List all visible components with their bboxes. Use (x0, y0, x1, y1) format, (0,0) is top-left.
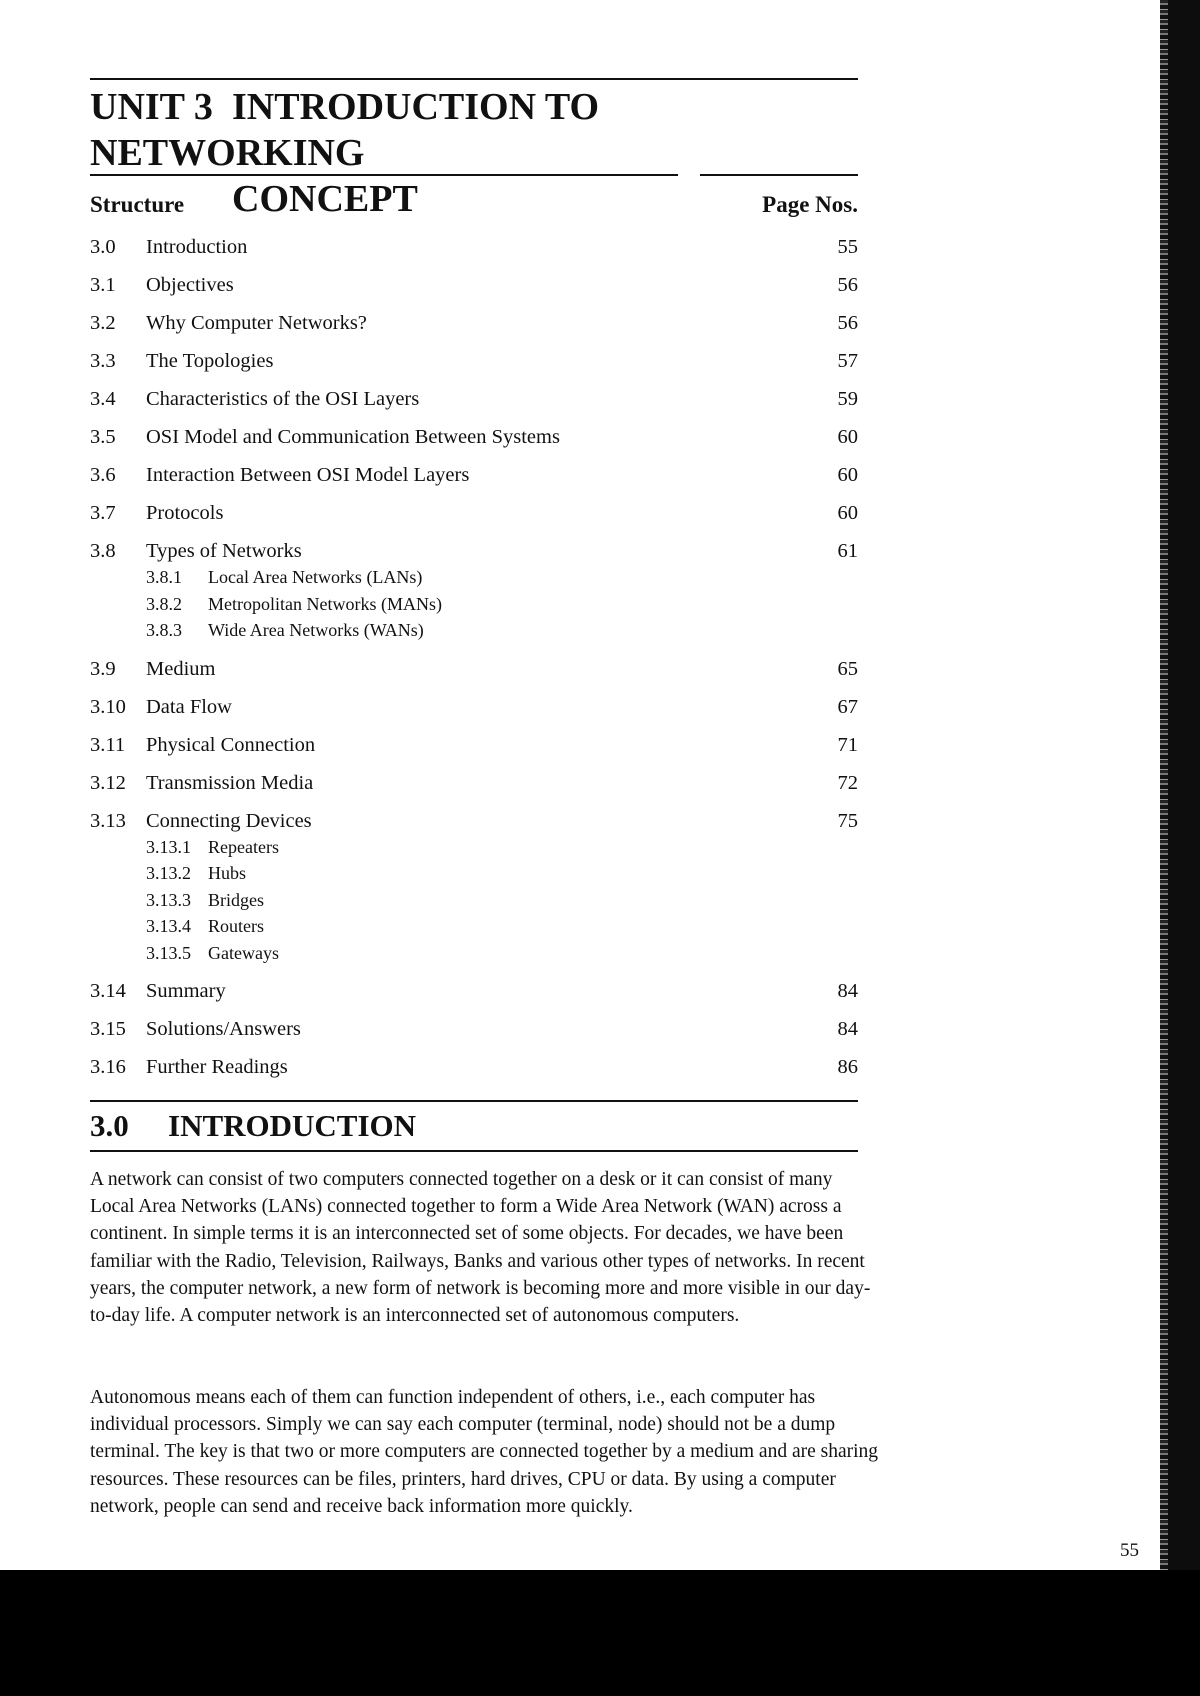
toc-subentry-title: Local Area Networks (LANs) (208, 567, 423, 587)
toc-subentry (146, 591, 858, 618)
toc-title: Why Computer Networks? (146, 312, 367, 334)
page-nos-label: Page Nos. (762, 192, 858, 217)
toc-subentry-title: Routers (208, 916, 264, 936)
toc-number: 3.13 (90, 809, 126, 832)
toc-entry (90, 386, 858, 412)
toc-title: Further Readings (146, 1056, 288, 1078)
structure-label: Structure (90, 192, 185, 217)
toc-page-number: 60 (837, 502, 858, 524)
toc-number: 3.1 (90, 274, 116, 296)
toc-entry-main (90, 1016, 858, 1042)
toc-subentry-number: 3.13.2 (146, 863, 191, 883)
toc-number: 3.12 (90, 771, 126, 794)
toc-entry (90, 978, 858, 1004)
toc-subentry-title: Metropolitan Networks (MANs) (208, 593, 442, 614)
toc-page-number: 65 (837, 657, 858, 680)
toc-entry (90, 462, 858, 488)
toc-entry (90, 1054, 858, 1080)
toc-entry (90, 348, 858, 374)
section-number: 3.0 (90, 1108, 129, 1143)
title-rule-right (700, 174, 858, 176)
toc-title: Objectives (146, 274, 234, 296)
top-rule (90, 78, 858, 80)
toc-subentry (146, 887, 858, 914)
toc-entry (90, 770, 858, 796)
toc-number: 3.15 (90, 1018, 126, 1040)
toc-subentry-number: 3.13.3 (146, 889, 191, 910)
intro-paragraph-2: Autonomous means each of them can function independent of others, i.e., each computer has individual processors. Simply we can say each computer (terminal, node) should not be a dump terminal. The key is that two or more computers are connected together by a medium and are sharing resources. These resources can be files, printers, hard drives, CPU or data. By using a computer network, people can send and receive back information more quickly. (90, 1387, 879, 1517)
section-rule-top (90, 1100, 858, 1102)
toc-number: 3.6 (90, 464, 116, 486)
toc-title: The Topologies (146, 350, 274, 372)
toc-subentry (146, 913, 858, 940)
toc-title: OSI Model and Communication Between Systems (146, 426, 560, 448)
toc-page-number: 55 (837, 236, 858, 258)
toc-subentry (146, 834, 858, 861)
toc-subentry-number: 3.13.4 (146, 916, 191, 936)
toc-number: 3.7 (90, 502, 116, 524)
toc-title: Interaction Between OSI Model Layers (146, 464, 470, 486)
toc-number: 3.11 (90, 733, 126, 756)
toc-subentries (90, 834, 858, 967)
toc-entry (90, 808, 858, 967)
toc-subentries (90, 564, 858, 644)
toc-number: 3.8 (90, 540, 116, 562)
toc-entry-main (90, 656, 858, 682)
scan-bottom-band (0, 1570, 1200, 1696)
intro-paragraph-1: A network can consist of two computers connected together on a desk or it can consist of many Local Area Networks (LANs) connected together to form a Wide Area Network (WAN) across a continent. In simple terms it is an interconnected set of some objects. For decades, we have been familiar with the Radio, Television, Railways, Banks and various other types of networks. In recent years, the computer network, a new form of network is becoming more and more visible in our day-to-day life. A computer network is an interconnected set of autonomous computers. (90, 1169, 871, 1327)
toc-entry-main (90, 694, 858, 720)
toc-entry-main (90, 1054, 858, 1080)
toc-page-number: 57 (837, 350, 858, 372)
toc-subentry-number: 3.8.1 (146, 567, 182, 587)
toc-page-number: 84 (837, 1018, 858, 1040)
toc-subentry-title: Bridges (208, 889, 264, 910)
toc-subentry-title: Wide Area Networks (WANs) (208, 620, 424, 640)
toc-entry-main (90, 770, 858, 796)
toc-entry-main (90, 234, 858, 260)
toc-title: Data Flow (146, 695, 232, 718)
toc-subentry-number: 3.8.2 (146, 593, 182, 614)
section-rule-bottom (90, 1150, 858, 1152)
toc-number: 3.4 (90, 388, 116, 410)
toc-page-number: 84 (837, 980, 858, 1002)
toc-entry-main (90, 272, 858, 298)
page-number: 55 (1120, 1540, 1139, 1561)
toc-title: Medium (146, 657, 216, 680)
section-heading: INTRODUCTION (168, 1108, 417, 1143)
toc-page-number: 61 (837, 540, 858, 562)
toc-number: 3.2 (90, 312, 116, 334)
toc-page-number: 60 (837, 464, 858, 486)
toc-page-number: 72 (837, 771, 858, 794)
toc-subentry (146, 564, 858, 591)
toc-entry (90, 424, 858, 450)
toc-page-number: 67 (837, 695, 858, 718)
unit-number: UNIT 3 (90, 86, 213, 128)
section-title (90, 1106, 858, 1146)
toc-entry-main (90, 386, 858, 412)
toc-page-number: 86 (837, 1056, 858, 1078)
toc-entry-main (90, 500, 858, 526)
unit-title-line2: CONCEPT (232, 178, 418, 220)
toc-number: 3.3 (90, 350, 116, 372)
toc-entry-main (90, 348, 858, 374)
toc-entry (90, 500, 858, 526)
toc-entry (90, 538, 858, 644)
toc-title: Solutions/Answers (146, 1018, 301, 1040)
toc-page-number: 60 (837, 426, 858, 448)
toc-page-number: 59 (837, 388, 858, 410)
toc-subentry-title: Gateways (208, 942, 279, 963)
unit-title-line1: INTRODUCTION TO NETWORKING (90, 86, 600, 174)
toc-subentry-number: 3.13.5 (146, 942, 191, 963)
scan-edge (1168, 0, 1200, 1570)
toc-subentry (146, 860, 858, 887)
toc-entry (90, 234, 858, 260)
title-rule-left (90, 174, 678, 176)
toc-page-number: 56 (837, 274, 858, 296)
toc-entry-main (90, 978, 858, 1004)
toc-entry (90, 656, 858, 682)
table-of-contents (90, 234, 858, 1092)
toc-number: 3.5 (90, 426, 116, 448)
toc-entry-main (90, 538, 858, 564)
toc-entry-main (90, 732, 858, 758)
toc-subentry-number: 3.8.3 (146, 620, 182, 640)
toc-entry (90, 694, 858, 720)
toc-title: Types of Networks (146, 540, 302, 562)
toc-subentry (146, 940, 858, 967)
toc-number: 3.10 (90, 695, 126, 718)
toc-entry-main (90, 424, 858, 450)
toc-title: Physical Connection (146, 733, 316, 756)
toc-entry (90, 1016, 858, 1042)
toc-number: 3.14 (90, 980, 126, 1002)
toc-entry-main (90, 462, 858, 488)
toc-entry (90, 272, 858, 298)
toc-page-number: 56 (837, 312, 858, 334)
toc-page-number: 75 (837, 809, 858, 832)
toc-title: Protocols (146, 502, 224, 524)
toc-number: 3.0 (90, 236, 116, 258)
toc-title: Characteristics of the OSI Layers (146, 388, 420, 410)
structure-header (90, 192, 858, 222)
toc-title: Connecting Devices (146, 809, 312, 832)
toc-entry (90, 732, 858, 758)
toc-page-number: 71 (837, 733, 858, 756)
toc-title: Transmission Media (146, 771, 314, 794)
toc-entry (90, 310, 858, 336)
toc-subentry-title: Hubs (208, 863, 247, 883)
toc-title: Introduction (146, 236, 248, 258)
toc-subentry (146, 617, 858, 644)
toc-subentry-title: Repeaters (208, 836, 279, 857)
toc-number: 3.9 (90, 657, 116, 680)
toc-number: 3.16 (90, 1056, 126, 1078)
toc-subentry-number: 3.13.1 (146, 836, 191, 857)
toc-entry-main (90, 310, 858, 336)
toc-entry-main (90, 808, 858, 834)
toc-title: Summary (146, 980, 226, 1002)
